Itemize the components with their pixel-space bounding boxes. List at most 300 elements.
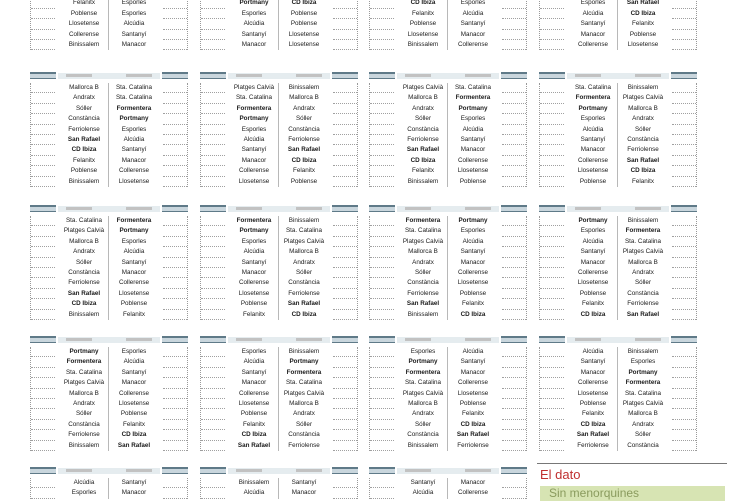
home-team: Alcúdia: [582, 237, 604, 245]
home-team: Esporles: [71, 489, 97, 497]
away-team: Felanitx: [631, 177, 655, 185]
match-row: [200, 441, 358, 451]
home-team: San Rafael: [237, 441, 271, 449]
match-row: [30, 19, 188, 29]
away-team: Binissalem: [627, 348, 659, 355]
match-row: [30, 0, 188, 9]
match-row: [200, 93, 358, 103]
match-list: [369, 83, 527, 187]
header-bar-left: [200, 336, 226, 343]
header-bar-right: [332, 336, 358, 343]
away-team: Portmany: [458, 104, 488, 112]
home-team: Portmany: [578, 104, 608, 112]
away-team: Platges Calvià: [622, 94, 664, 102]
home-team: Formentera: [236, 104, 272, 112]
away-team: Platges Calvià: [622, 248, 664, 256]
home-team: Sta. Catalina: [235, 94, 273, 102]
header-band: [228, 468, 330, 474]
away-team: Constància: [288, 125, 320, 133]
away-team: Sta. Catalina: [285, 227, 323, 235]
match-row: [369, 135, 527, 145]
match-row: [30, 40, 188, 50]
away-team: Santanyí: [460, 358, 486, 366]
home-team: Portmany: [239, 115, 269, 123]
match-row: [539, 289, 697, 299]
panel-header: [369, 70, 527, 80]
away-team: Andratx: [293, 258, 315, 266]
home-team: Alcúdia: [582, 348, 604, 355]
away-team: CD Ibiza: [460, 310, 486, 318]
away-team: Manacor: [460, 30, 486, 38]
header-bar-left: [369, 72, 395, 79]
panel-header: [539, 70, 697, 80]
home-team: Andratx: [73, 248, 95, 256]
home-team: Platges Calvià: [402, 389, 444, 397]
header-chip: [66, 338, 92, 341]
away-team: Llosetense: [118, 289, 150, 297]
home-team: Manacor: [241, 379, 267, 387]
match-list: [200, 478, 358, 499]
home-team: Esporles: [410, 348, 436, 355]
away-team: Llosetense: [288, 40, 320, 48]
match-row: [200, 0, 358, 9]
match-row: [30, 156, 188, 166]
home-team: Ferriolense: [68, 125, 100, 133]
match-row: [539, 9, 697, 19]
away-team: Mallorca B: [628, 258, 658, 266]
header-bar-left: [200, 205, 226, 212]
header-bar-left: [30, 205, 56, 212]
home-team: Collerense: [577, 156, 609, 164]
home-team: Felanitx: [411, 167, 435, 175]
header-chip: [236, 469, 262, 472]
panel-header: [369, 465, 527, 475]
header-bar-left: [369, 467, 395, 474]
match-row: [369, 378, 527, 388]
header-band: [58, 337, 160, 343]
away-team: Manacor: [121, 40, 147, 48]
match-row: [200, 19, 358, 29]
panel-header: [539, 334, 697, 344]
home-team: Ferriolense: [68, 279, 100, 287]
fixture-panel: [200, 465, 358, 501]
away-team: San Rafael: [287, 300, 321, 308]
match-row: [30, 378, 188, 388]
header-chip: [405, 74, 431, 77]
away-team: Poblense: [459, 399, 487, 407]
away-team: San Rafael: [626, 156, 660, 164]
away-team: Portmany: [119, 227, 149, 235]
away-team: Ferriolense: [457, 441, 489, 449]
match-row: [30, 9, 188, 19]
header-band: [58, 206, 160, 212]
away-team: Poblense: [290, 20, 318, 28]
away-team: San Rafael: [117, 441, 151, 449]
match-list: [369, 216, 527, 320]
match-row: [539, 399, 697, 409]
away-team: Ferriolense: [288, 441, 320, 449]
header-bar-right: [162, 467, 188, 474]
away-team: Sta. Catalina: [624, 237, 662, 245]
away-team: Collerense: [118, 167, 150, 175]
match-row: [539, 19, 697, 29]
home-team: Santanyí: [580, 358, 606, 366]
home-team: Formentera: [575, 94, 611, 102]
home-team: San Rafael: [576, 431, 610, 439]
header-chip: [236, 207, 262, 210]
home-team: Collerense: [577, 40, 609, 48]
fixture-panel: [539, 203, 697, 322]
fixture-panel: [369, 70, 527, 189]
home-team: Platges Calvià: [63, 227, 105, 235]
header-band: [397, 206, 499, 212]
panel-header: [200, 465, 358, 475]
header-band: [567, 206, 669, 212]
header-chip: [575, 74, 601, 77]
panel-header: [30, 203, 188, 213]
away-team: CD Ibiza: [121, 431, 147, 439]
match-list: [30, 216, 188, 320]
match-row: [200, 357, 358, 367]
home-team: Poblense: [579, 399, 607, 407]
home-team: Poblense: [579, 177, 607, 185]
away-team: San Rafael: [287, 146, 321, 154]
header-bar-right: [671, 336, 697, 343]
away-team: Alcúdia: [123, 358, 145, 366]
home-team: Sta. Catalina: [65, 217, 103, 224]
away-team: Santanyí: [291, 479, 317, 486]
home-team: CD Ibiza: [71, 300, 97, 308]
home-team: Llosetense: [577, 389, 609, 397]
away-team: Santanyí: [460, 20, 486, 28]
home-team: Binissalem: [407, 310, 439, 318]
header-bar-right: [501, 467, 527, 474]
match-row: [369, 104, 527, 114]
match-row: [30, 258, 188, 268]
panel-header: [369, 203, 527, 213]
away-team: Poblense: [120, 300, 148, 308]
home-team: Felanitx: [242, 420, 266, 428]
home-team: Collerense: [238, 389, 270, 397]
match-list: [200, 347, 358, 451]
away-team: Esporles: [121, 9, 147, 17]
home-team: Manacor: [580, 368, 606, 376]
header-bar-right: [671, 72, 697, 79]
away-team: CD Ibiza: [291, 0, 317, 7]
match-row: [369, 478, 527, 488]
home-team: Sóller: [414, 268, 432, 276]
header-chip: [465, 469, 491, 472]
home-team: Esporles: [580, 227, 606, 235]
match-row: [539, 368, 697, 378]
match-list: [539, 216, 697, 320]
home-team: Binissalem: [68, 40, 100, 48]
match-row: [539, 247, 697, 257]
home-team: Binissalem: [68, 310, 100, 318]
header-chip: [236, 74, 262, 77]
away-team: Santanyí: [121, 146, 147, 154]
panel-header: [30, 334, 188, 344]
home-team: CD Ibiza: [580, 310, 606, 318]
panel-header: [200, 70, 358, 80]
match-list: [539, 83, 697, 187]
match-row: [539, 441, 697, 451]
home-team: Sóller: [75, 258, 93, 266]
match-list: [30, 347, 188, 451]
home-team: Santanyí: [241, 30, 267, 38]
match-row: [369, 145, 527, 155]
home-team: Andratx: [412, 104, 434, 112]
home-team: Llosetense: [577, 279, 609, 287]
away-team: Collerense: [118, 389, 150, 397]
home-team: Platges Calvià: [402, 237, 444, 245]
header-band: [228, 206, 330, 212]
home-team: Collerense: [238, 167, 270, 175]
header-band: [397, 468, 499, 474]
match-row: [200, 135, 358, 145]
away-team: Binissalem: [627, 217, 659, 224]
match-row: [200, 156, 358, 166]
away-team: Mallorca B: [289, 399, 319, 407]
away-team: Llosetense: [627, 40, 659, 48]
fixture-panel: [539, 334, 697, 453]
home-team: Platges Calvià: [233, 84, 275, 91]
away-team: Binissalem: [288, 217, 320, 224]
header-band: [58, 468, 160, 474]
match-row: [200, 166, 358, 176]
home-team: CD Ibiza: [71, 146, 97, 154]
away-team: Formentera: [625, 227, 661, 235]
match-row: [369, 19, 527, 29]
home-team: Binissalem: [238, 479, 270, 486]
match-row: [30, 278, 188, 288]
home-team: Santanyí: [241, 368, 267, 376]
away-team: Collerense: [457, 268, 489, 276]
match-row: [200, 278, 358, 288]
match-row: [200, 420, 358, 430]
match-row: [200, 125, 358, 135]
fixture-panel: [369, 203, 527, 322]
match-row: [369, 216, 527, 226]
match-row: [30, 93, 188, 103]
match-row: [369, 258, 527, 268]
match-row: [369, 166, 527, 176]
home-team: Esporles: [241, 348, 267, 355]
match-row: [369, 299, 527, 309]
fixture-panel: [200, 70, 358, 189]
match-row: [369, 488, 527, 498]
away-team: Ferriolense: [627, 146, 659, 154]
match-row: [30, 299, 188, 309]
away-team: Esporles: [460, 227, 486, 235]
header-chip: [465, 207, 491, 210]
header-bar-left: [369, 336, 395, 343]
match-row: [200, 310, 358, 320]
match-row: [30, 430, 188, 440]
away-team: Manacor: [460, 146, 486, 154]
away-team: Constància: [288, 431, 320, 439]
match-list: [369, 347, 527, 451]
match-row: [369, 389, 527, 399]
match-row: [539, 135, 697, 145]
header-chip: [296, 469, 322, 472]
header-bar-right: [332, 205, 358, 212]
match-list: [539, 0, 697, 50]
header-bar-right: [671, 205, 697, 212]
home-team: Manacor: [580, 146, 606, 154]
home-team: Collerense: [577, 268, 609, 276]
home-team: Binissalem: [68, 441, 100, 449]
home-team: Alcúdia: [582, 9, 604, 17]
home-team: Sóller: [75, 104, 93, 112]
away-team: Constància: [627, 441, 659, 449]
away-team: Llosetense: [118, 177, 150, 185]
header-bar-left: [30, 336, 56, 343]
away-team: Binissalem: [627, 84, 659, 91]
match-row: [539, 420, 697, 430]
home-team: CD Ibiza: [241, 431, 267, 439]
home-team: Sóller: [414, 420, 432, 428]
away-team: Mallorca B: [628, 104, 658, 112]
match-row: [539, 409, 697, 419]
away-team: Portmany: [119, 115, 149, 123]
match-row: [369, 310, 527, 320]
home-team: Constància: [68, 420, 100, 428]
away-team: Santanyí: [121, 30, 147, 38]
fixture-panel: [539, 0, 697, 52]
home-team: Constància: [68, 115, 100, 123]
away-team: Santanyí: [460, 135, 486, 143]
match-list: [30, 83, 188, 187]
away-team: Felanitx: [292, 167, 316, 175]
away-team: San Rafael: [626, 0, 660, 7]
fixture-panel: [200, 334, 358, 453]
away-team: Sóller: [295, 115, 313, 123]
header-chip: [635, 74, 661, 77]
match-row: [539, 104, 697, 114]
away-team: Platges Calvià: [283, 237, 325, 245]
home-team: Mallorca B: [408, 94, 438, 102]
away-team: Esporles: [460, 115, 486, 123]
header-chip: [296, 74, 322, 77]
home-team: Llosetense: [238, 399, 270, 407]
match-list: [369, 0, 527, 50]
header-chip: [126, 74, 152, 77]
match-row: [200, 114, 358, 124]
away-team: Felanitx: [122, 310, 146, 318]
match-row: [539, 156, 697, 166]
match-row: [200, 30, 358, 40]
away-team: Sta. Catalina: [115, 84, 153, 91]
match-row: [369, 114, 527, 124]
home-team: Formentera: [236, 217, 272, 224]
match-row: [369, 40, 527, 50]
home-team: Santanyí: [580, 248, 606, 256]
away-team: Alcúdia: [462, 125, 484, 133]
away-team: Andratx: [632, 115, 654, 123]
match-row: [200, 299, 358, 309]
match-row: [539, 30, 697, 40]
away-team: Portmany: [458, 217, 488, 224]
fixture-panel: [30, 70, 188, 189]
header-chip: [575, 338, 601, 341]
match-row: [30, 368, 188, 378]
header-chip: [405, 338, 431, 341]
fixture-panel: [30, 0, 188, 52]
home-team: Constància: [68, 268, 100, 276]
match-row: [369, 177, 527, 187]
header-chip: [405, 207, 431, 210]
match-row: [200, 409, 358, 419]
home-team: Ferriolense: [577, 441, 609, 449]
header-chip: [635, 207, 661, 210]
away-team: Esporles: [121, 237, 147, 245]
away-team: Felanitx: [122, 420, 146, 428]
home-team: Collerense: [238, 279, 270, 287]
away-team: Llosetense: [118, 399, 150, 407]
home-team: Santanyí: [410, 479, 436, 486]
match-row: [369, 430, 527, 440]
home-team: Portmany: [239, 227, 269, 235]
away-team: Constància: [627, 135, 659, 143]
fixture-panel: [369, 334, 527, 453]
home-team: Esporles: [241, 9, 267, 17]
fixture-panel: [369, 465, 527, 501]
away-team: CD Ibiza: [460, 420, 486, 428]
away-team: Sóller: [295, 268, 313, 276]
home-team: Llosetense: [238, 177, 270, 185]
match-row: [369, 357, 527, 367]
match-row: [369, 441, 527, 451]
home-team: San Rafael: [67, 289, 101, 297]
match-row: [30, 30, 188, 40]
away-team: Manacor: [121, 379, 147, 387]
away-team: Alcúdia: [123, 135, 145, 143]
header-bar-right: [162, 205, 188, 212]
match-row: [539, 177, 697, 187]
home-team: CD Ibiza: [410, 156, 436, 164]
home-team: Sta. Catalina: [404, 227, 442, 235]
el-dato-title: El dato: [540, 467, 581, 482]
away-team: Esporles: [121, 348, 147, 355]
away-team: Alcúdia: [462, 237, 484, 245]
away-team: Sóller: [295, 420, 313, 428]
match-row: [369, 278, 527, 288]
fixture-panel: [539, 70, 697, 189]
match-row: [539, 389, 697, 399]
home-team: Binissalem: [407, 441, 439, 449]
match-row: [369, 83, 527, 93]
away-team: Manacor: [460, 258, 486, 266]
away-team: Binissalem: [288, 84, 320, 91]
match-row: [369, 247, 527, 257]
match-row: [30, 216, 188, 226]
header-bar-left: [200, 467, 226, 474]
home-team: Sóller: [75, 410, 93, 418]
away-team: Ferriolense: [627, 300, 659, 308]
away-team: Collerense: [457, 379, 489, 387]
away-team: Santanyí: [460, 248, 486, 256]
match-row: [30, 409, 188, 419]
home-team: Poblense: [70, 9, 98, 17]
home-team: Felanitx: [72, 156, 96, 164]
home-team: Esporles: [580, 0, 606, 7]
home-team: Andratx: [73, 399, 95, 407]
match-row: [369, 409, 527, 419]
away-team: Collerense: [457, 156, 489, 164]
match-row: [30, 226, 188, 236]
match-row: [200, 145, 358, 155]
